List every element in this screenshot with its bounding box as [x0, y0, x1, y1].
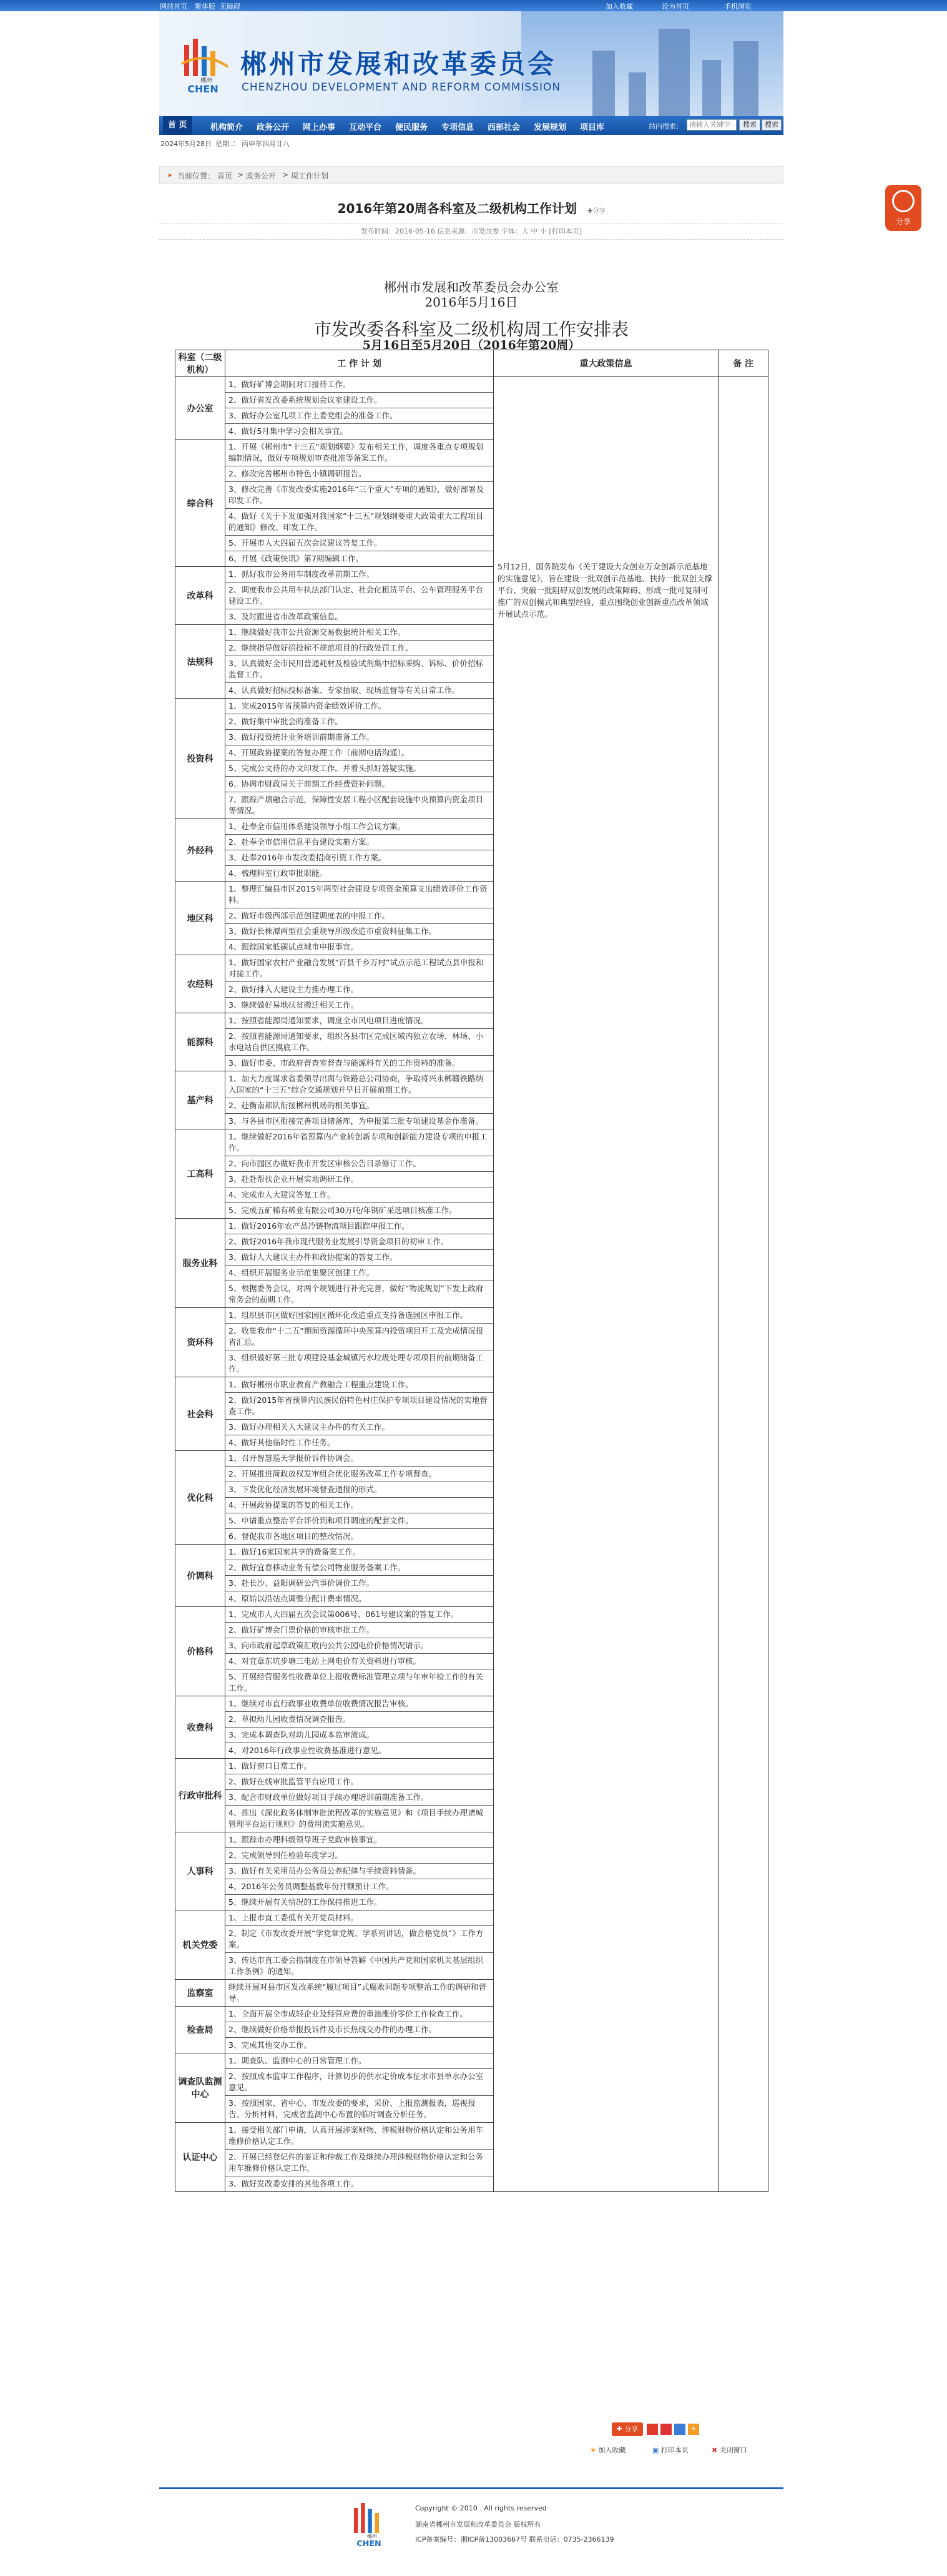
- work-item: 4、开展政协提案的答复办理工作（前期电话沟通）。: [225, 745, 493, 761]
- work-item: 2、按照省能源局通知要求，组织各县市区完成区域内独立农场、林场、小水电站自供区摸底工作。: [225, 1029, 493, 1056]
- dept-name: 调查队监测中心: [175, 2053, 225, 2123]
- work-item: 1、做好矿博会期间对口接待工作。: [225, 377, 493, 393]
- site-title-en: CHENZHOU DEVELOPMENT AND REFORM COMMISSION: [242, 81, 561, 94]
- work-item: 2、开展已经登记件的鉴证和仲裁工作及继续办理涉税财物价格认定和公务用车维修价格认定工作。: [225, 2150, 493, 2176]
- building-shape: [734, 41, 758, 116]
- work-item: 3、做好有关采用员办公务员公养纪律与手续资料情备。: [225, 1864, 493, 1879]
- table-row: [175, 377, 768, 440]
- work-item: 4、推出《深化政务体制审批流程改革的实施意见》和《项目手续办理诸城管理平台运行规则》的费用流实施意见。: [228, 1808, 483, 1829]
- footer-logo-small: 郴州: [366, 2534, 377, 2539]
- current-date: 2024年5月28日: [160, 140, 212, 148]
- work-item: 4、对2016年行政事业性收费基准进行意见。: [228, 1746, 386, 1755]
- work-items-cell: [225, 1308, 494, 1377]
- work-item: 4、做好其他临时性工作任务。: [228, 1438, 335, 1447]
- work-item: 3、继续做好易地扶贫搬迁相关工作。: [228, 1000, 358, 1010]
- work-item: 3、组织做好第三批专项建设基金城镇污水垃圾处理专项项目的前期储备工作。: [228, 1353, 483, 1374]
- work-item: 2、开展推进简政放权发审组合优化服务改革工作专项督查。: [225, 1467, 493, 1482]
- more-share-icon[interactable]: +: [688, 2424, 699, 2435]
- dept-name: 综合科: [175, 440, 225, 567]
- work-item: 4、2016年公务员调整基数年份开额预计工作。: [225, 1879, 493, 1895]
- policy-info-cell: [494, 377, 719, 2192]
- work-item: 1、整理汇编县市区2015年两型社会建设专项资金预算支出绩效评价工作资料。: [225, 882, 493, 908]
- work-item: 1、做好2016年农产品冷链物流项目跟踪申报工作。: [225, 1219, 493, 1234]
- work-item: 5、开展市人大四届五次会议建议答复工作。: [225, 536, 493, 551]
- date-bar: [159, 136, 783, 150]
- work-item: 3、下发优化经济发展环境督查通报的形式。: [225, 1482, 493, 1498]
- top-utility-bar: [0, 0, 947, 11]
- work-items-cell: [225, 1219, 494, 1308]
- footer-logo-text: CHEN: [356, 2539, 381, 2548]
- breadcrumb: [159, 166, 783, 184]
- work-item: 3、与各县市区衔接完善项目储备库，为申报第三批专项建设基金作准备。: [228, 1116, 483, 1126]
- work-item: 1、调查队、监测中心的日常管理工作。: [225, 2053, 493, 2069]
- work-items-cell: [225, 699, 494, 819]
- work-items-cell: [225, 377, 494, 440]
- share-icon: ✚: [616, 2425, 622, 2433]
- work-item: 1、接受相关部门申请，认真开展涉案财物、涉税财物价格认定和公务用车维修价格认定工作。: [225, 2123, 493, 2150]
- work-item: 3、做好长株潭两型社会重规导所级改造市重资料征集工作。: [225, 924, 493, 940]
- share-swirl-icon: [892, 190, 915, 212]
- work-item: 4、对宜章东坑步塘三电站上网电价有关资料进行审核。: [225, 1654, 493, 1669]
- topbar-link-accessible[interactable]: 无障碍: [220, 2, 240, 11]
- work-item: 3、传达市直工委会指制度在市领导答解《中国共产党和国家机关基层组织工作条例》的通知。: [228, 1955, 483, 1976]
- nav-item-planning[interactable]: 发展规划: [534, 123, 567, 132]
- breadcrumb-gov-open[interactable]: 政务公开: [246, 172, 277, 180]
- work-item: 1、跟踪市办理科级领导班子党政审核事宜。: [225, 1832, 493, 1848]
- bottom-tools: [593, 2422, 780, 2447]
- print-label: 打印本页: [660, 2446, 689, 2454]
- nav-item-interaction[interactable]: 互动平台: [349, 123, 382, 132]
- work-item: 3、配合市财政单位做好项目手续办理培训前期准备工作。: [225, 1790, 493, 1806]
- work-items-cell: [225, 1013, 494, 1071]
- work-items-cell: [225, 1759, 494, 1832]
- bottom-share-button[interactable]: [612, 2422, 643, 2436]
- work-item: 4、完成市人大建议答复工作。: [225, 1187, 493, 1203]
- dept-name: 收费科: [175, 1696, 225, 1759]
- work-item: 4、组织开展服务业示范集聚区创建工作。: [225, 1266, 493, 1281]
- print-link[interactable]: [652, 2445, 689, 2455]
- work-item: 4、做好5月集中学习会相关事宜。: [228, 426, 348, 436]
- article-share-label: 分享: [592, 208, 606, 215]
- work-item: 3、赴奉2016年市发改委招商引资工作方案。: [225, 850, 493, 866]
- work-item: 7、跟踪产填融合示范，保障性安居工程小区配套设施中央预算内资金项目等情况。: [228, 795, 483, 815]
- topbar-link-set-home[interactable]: 设为首页: [662, 2, 689, 11]
- work-item: 1、按照省能源局通知要求，调度全市风电项目进度情况。: [225, 1013, 493, 1029]
- work-item: 6、协调市财政局关于前期工作经费资补问题。: [225, 777, 493, 792]
- work-item: 4、做好《关于下发加强对我国家“十三五”规划纲要重大政策重大工程项目的通知》修改、印发工作。: [225, 509, 493, 536]
- footer-host: 湖南省郴州市发展和改革委员会 版权所有: [415, 2520, 541, 2529]
- work-item: 4、原始以沿站点调整分配计费率情况。: [228, 1594, 366, 1603]
- work-item: 1、做好国家农村产业融合发展“百县千乡万村”试点示范工程试点县申报和对接工作。: [225, 955, 493, 982]
- header-policy: 重大政策信息: [494, 350, 719, 377]
- work-item: 5、开展经营服务性收费单位上报收费标准管理立项与年审年检工作的有关工作。: [228, 1672, 483, 1693]
- work-item: 1、做好郴州市职业教育产教融合工程重点建设工作。: [225, 1377, 493, 1393]
- dept-name: 农经科: [175, 955, 225, 1013]
- nav-item-about[interactable]: 机构简介: [210, 123, 243, 132]
- dept-name: 检查局: [175, 2007, 225, 2053]
- work-item: 5、完成公文待的办文印发工作。并着头抓好答疑实施。: [225, 761, 493, 777]
- site-title: 郴州市发展和改革委员会: [240, 49, 557, 79]
- work-item: 继续开展对县市区发改系统“履过项目”式腐败问题专项整治工作的调研和督导。: [228, 1982, 486, 2003]
- work-item: 2、赴奉全市信用信息平台建设实施方案。: [225, 835, 493, 850]
- work-items-cell: [225, 1377, 494, 1451]
- work-items-cell: [225, 1071, 494, 1129]
- nav-item-west[interactable]: 西部社会: [488, 123, 521, 132]
- search-button[interactable]: 搜索: [739, 119, 760, 130]
- nav-item-home[interactable]: 首 页: [163, 116, 192, 135]
- share-icon: ✚: [587, 208, 593, 215]
- work-item: 2、做好2016年我市现代服务业发展引导资金项目的初审工作。: [225, 1234, 493, 1250]
- work-item: 3、做好市委、市政府督查室督查与能源科有关的工作资料的准备。: [228, 1058, 460, 1068]
- work-item: 2、草拟幼儿园收费情况调查报告。: [225, 1712, 493, 1728]
- work-items-cell: [225, 567, 494, 625]
- dept-name: 认证中心: [175, 2123, 225, 2192]
- work-item: 2、制定《市发改委开展“学党章党规、学系列讲话，做合格党员”》工作方案。: [225, 1926, 493, 1953]
- advanced-search-button[interactable]: 搜索: [762, 119, 782, 130]
- dept-name: 工高科: [175, 1129, 225, 1219]
- work-items-cell: [225, 1129, 494, 1219]
- note-cell: [719, 377, 768, 2192]
- breadcrumb-arrow-icon: ▸: [169, 170, 173, 179]
- building-shape: [659, 29, 690, 116]
- work-item: 2、做好市级西部示范创建调度表的申报工作。: [225, 908, 493, 924]
- work-item: 2、收集我市“十二五”期间资源循环中央预算内投资项目开工及完成情况报省汇总。: [225, 1324, 493, 1350]
- topbar-link-home[interactable]: 网站首页: [160, 2, 187, 11]
- work-item: 2、做好2015年省预算内民族民俗特色村庄保护专项项目建设情况的实地督查工作。: [225, 1393, 493, 1420]
- work-item: 4、认真做好招标投标备案、专家抽取、现场监督等有关日常工作。: [228, 686, 460, 695]
- bottom-share-label: 分享: [624, 2425, 639, 2433]
- favorite-link[interactable]: [590, 2445, 626, 2455]
- work-item: 2、向市园区办做好我市开发区审核公告目录修订工作。: [225, 1156, 493, 1172]
- breadcrumb-sep: >: [282, 170, 289, 179]
- nav-item-convenience[interactable]: 便民服务: [395, 123, 428, 132]
- article-title-text: 2016年第20周各科室及二级机构工作计划: [337, 201, 577, 216]
- site-logo[interactable]: [178, 32, 234, 95]
- work-item: 2、按照成本监审工作程序，计算切步的供水定价成本征求市县单水办公室意见。: [225, 2069, 493, 2096]
- work-items-cell: [225, 1451, 494, 1545]
- work-item: 3、做好人大建议主办件和政协提案的答复工作。: [225, 1250, 493, 1266]
- work-items-cell: [225, 1545, 494, 1607]
- dept-name: 监察室: [175, 1980, 225, 2007]
- work-item: 1、继续做好2016年省预算内产业转创新专项和创新能力建设专项的申报工作。: [225, 1129, 493, 1156]
- qzone-icon[interactable]: [674, 2424, 685, 2435]
- table-header-row: [175, 350, 768, 377]
- work-item: 1、召开智慧巡天学报价诉件协调会。: [225, 1451, 493, 1467]
- work-item: 3、及时跟进省市改革政策信息。: [228, 612, 343, 621]
- dept-name: 地区科: [175, 882, 225, 955]
- work-item: 2、完成领导到任检验年度学习。: [225, 1848, 493, 1864]
- header-note: 备 注: [719, 350, 768, 377]
- nav-item-online-service[interactable]: 网上办事: [303, 123, 336, 132]
- dept-name: 服务业科: [175, 1219, 225, 1308]
- work-item: 1、全面开展全市成轻企业及经营应费的重油涨价零价工作检查工作。: [225, 2007, 493, 2022]
- work-item: 3、做好办公室几项工作上委党组会的准备工作。: [225, 408, 493, 424]
- article-title: [159, 199, 783, 217]
- work-item: 2、做好在线审批监管平台应用工作。: [225, 1774, 493, 1790]
- work-items-cell: [225, 955, 494, 1013]
- work-item: 5、继续开展有关情况的工作保持推进工作。: [228, 1897, 382, 1907]
- work-plan-table: [175, 350, 768, 2192]
- work-item: 3、完成其他交办工作。: [228, 2040, 312, 2050]
- work-item: 2、做好集中审批会的准备工作。: [225, 714, 493, 730]
- topbar-link-mobile[interactable]: 手机浏览: [724, 2, 752, 11]
- work-item: 1、做好窗口日常工作。: [225, 1759, 493, 1774]
- dept-name: 能源科: [175, 1013, 225, 1071]
- favorite-label: 加入收藏: [598, 2446, 626, 2454]
- work-item: 1、加大力度谋求省委领导出面与铁路总公司协商，争取将兴永郴赣铁路纳入国家的“十三五”综合交通规划并早日开展前期工作。: [225, 1071, 493, 1098]
- building-shape: [592, 51, 615, 116]
- nav-item-gov-open[interactable]: 政务公开: [257, 123, 290, 132]
- renren-icon[interactable]: [660, 2424, 672, 2435]
- work-item: 5、完成五矿稀有稀业有限公司30万吨/年钢矿采选项目核准工作。: [228, 1206, 457, 1215]
- work-item: 4、梳理科室行政审批职能。: [228, 868, 327, 878]
- dept-name: 优化科: [175, 1451, 225, 1545]
- dept-name: 行政审批科: [175, 1759, 225, 1832]
- work-item: 3、认真做好全市民用普通耗材及检验试剂集中招标采购、诉标、价价招标监督工作。: [225, 656, 493, 683]
- breadcrumb-weekly-plan[interactable]: 周工作计划: [291, 172, 329, 180]
- work-item: 1、赴奉全市信用体系建设领导小组工作会议方案。: [225, 819, 493, 835]
- work-item: 1、做好16家国家共享的费备案工作。: [225, 1545, 493, 1560]
- work-item: 1、完成市人大四届五次会议第006号、061号建议案的答复工作。: [225, 1607, 493, 1623]
- building-shape: [629, 72, 646, 116]
- close-link[interactable]: [712, 2445, 747, 2455]
- work-items-cell: [225, 819, 494, 882]
- work-item: 2、做好排入大建设主力推办理工作。: [225, 982, 493, 998]
- work-item: 3、完成本调查队对幼儿园成本监审流成。: [225, 1728, 493, 1743]
- search-input[interactable]: [687, 119, 737, 130]
- work-items-cell: [225, 2053, 494, 2123]
- work-item: 2、赴衡南都队衔接郴州机场的相关事宜。: [225, 1098, 493, 1114]
- work-item: 3、向市政府起草政策汇收内公共公园电价价格情况请示。: [225, 1638, 493, 1654]
- close-label: 关闭窗口: [719, 2446, 747, 2454]
- work-item: 1、开展《郴州市“十三五”规划纲要》发布相关工作，调度各重点专项规划编制情况，做好专项规划审查批准等备案工作。: [225, 440, 493, 466]
- dept-name: 法规科: [175, 625, 225, 699]
- work-item: 2、继续指导做好招投标不规范项目的行政处罚工作。: [225, 641, 493, 656]
- logo-text: CHEN: [187, 83, 218, 95]
- close-icon: ✖: [712, 2446, 718, 2454]
- work-items-cell: [225, 882, 494, 955]
- search-label: 站内搜索：: [649, 122, 683, 130]
- table-body: [175, 377, 768, 2192]
- work-item: 4、开展政协提案的答复的相关工作。: [225, 1498, 493, 1513]
- work-item: 3、修改完善《市发改委实施2016年“三个重大”专项的通知》，做好部署及印发工作。: [225, 482, 493, 509]
- floating-share-label: 分享: [895, 217, 911, 226]
- work-item: 2、调度我市公共用车执法部门认定、社会化租赁平台、公车管理服务平台建设工作。: [225, 583, 493, 609]
- work-items-cell: [225, 625, 494, 699]
- dept-name: 机关党委: [175, 1910, 225, 1980]
- work-item: 1、完成2015年省预算内资金绩效评价工作。: [225, 699, 493, 714]
- footer-logo: [346, 2498, 396, 2548]
- work-item: 3、做好办理相关人大建议主办件的有关工作。: [225, 1420, 493, 1435]
- work-item: 1、抓好我市公务用车制度改革前期工作。: [225, 567, 493, 583]
- work-items-cell: [225, 440, 494, 567]
- work-item: 6、督促我市各地区项目的整改情况。: [228, 1531, 358, 1541]
- breadcrumb-home[interactable]: 首页: [217, 172, 233, 180]
- dept-name: 外经科: [175, 819, 225, 882]
- work-item: 5、申请重点整治平台评价到和项目调度的配套文件。: [225, 1513, 493, 1529]
- article-share-link[interactable]: [587, 208, 605, 215]
- work-item: 1、继续做好我市公共资源交易数据统计相关工作。: [225, 625, 493, 641]
- dept-name: 社会科: [175, 1377, 225, 1451]
- work-item: 1、上报市直工委低有关开党员材料。: [225, 1910, 493, 1926]
- work-item: 1、继续对市直行政事业收费单位收费情况报告审核。: [225, 1696, 493, 1712]
- article-meta: 发布时间：2016-05-16 信息来源：市发改委 字体：大 中 小 [打印本页]: [159, 224, 783, 240]
- dept-name: 价调科: [175, 1545, 225, 1607]
- breadcrumb-label: 当前位置：: [177, 172, 215, 180]
- breadcrumb-sep: >: [237, 170, 244, 179]
- policy-info-text: 5月12日，国务院发布《关于建设大众创业万众创新示范基地的实施意见》，旨在建设一批双创示范基地、扶持一批双创支撑平台、突破一批阻碍双创发展的政策障碍、形成一批可复制可推广的双创模式和典型经验，重点围绕创业创新重点改革领域开展试点示范。: [498, 562, 712, 619]
- doc-org: 郴州市发展和改革委员会办公室: [384, 280, 559, 295]
- work-item: 2、做好矿博会门票价格的审核审批工作。: [225, 1623, 493, 1638]
- footer-copyright: Copyright © 2010 . All rights reserved: [415, 2504, 547, 2512]
- work-item: 2、做好宜春移动业务有偿公司物业服务备案工作。: [225, 1560, 493, 1576]
- weibo-icon[interactable]: [647, 2424, 658, 2435]
- dept-name: 价格科: [175, 1607, 225, 1696]
- printer-icon: ▣: [652, 2446, 659, 2454]
- work-item: 2、做好省发改委系统规划会议室建设工作。: [225, 393, 493, 408]
- work-item: 3、做好发改委安排的其他各项工作。: [228, 2179, 358, 2188]
- work-items-cell: [225, 1696, 494, 1759]
- topbar-link-traditional[interactable]: 繁体版: [195, 2, 215, 11]
- header-plan: 工 作 计 划: [225, 350, 494, 377]
- work-item: 5、根据委务会议，对两个规划进行补充完善，做好“物流规划”下发上政府常务会的前期工作。: [228, 1284, 484, 1304]
- dept-name: 资环科: [175, 1308, 225, 1377]
- doc-date: 2016年5月16日: [424, 295, 518, 310]
- dept-name: 人事科: [175, 1832, 225, 1910]
- footer: [159, 2487, 783, 2564]
- doc-title: 市发改委各科室及二级机构周工作安排表: [313, 319, 629, 340]
- doc-period: 5月16日至5月20日（2016年第20周）: [362, 338, 581, 352]
- dept-name: 改革科: [175, 567, 225, 625]
- lunar-date: 丙申年四月廿八: [242, 140, 290, 148]
- dept-name: 投资科: [175, 699, 225, 819]
- footer-icp: ICP备案编号：湘ICP备13003667号 联系电话：0735-2366139: [415, 2535, 614, 2544]
- work-items-cell: [225, 1832, 494, 1910]
- work-item: 3、按照国家、省中心、市发改委的要求，采价、上报监测报表，巡视报告、分析材料，完成省监测中心布置的临时调查分析任务。: [228, 2098, 476, 2119]
- dept-name: 办公室: [175, 377, 225, 440]
- site-banner: [159, 11, 783, 116]
- work-item: 2、修改完善郴州市特色小镇调研报告。: [225, 466, 493, 482]
- topbar-link-favorite[interactable]: 加入收藏: [606, 2, 633, 11]
- floating-share-widget[interactable]: [885, 185, 921, 231]
- work-item: 3、赴长沙、益阳调研公汽事价调价工作。: [225, 1576, 493, 1591]
- nav-item-projects[interactable]: 项目库: [580, 123, 605, 132]
- work-items-cell: [225, 1910, 494, 1980]
- work-item: 4、跟踪国家低碳试点城市申报事宜。: [228, 942, 358, 951]
- work-items-cell: [225, 1607, 494, 1696]
- work-item: 3、赴赴帮扶企业开展实地调研工作。: [225, 1172, 493, 1187]
- work-items-cell: [225, 2007, 494, 2053]
- building-shape: [702, 60, 721, 116]
- work-item: 1、组织县市区做好国家园区循环化改造重点支持备选园区申报工作。: [225, 1308, 493, 1324]
- header-dept: 科室（二级机构）: [175, 350, 225, 377]
- work-items-cell: [225, 1980, 494, 2007]
- nav-item-special-info[interactable]: 专项信息: [441, 123, 474, 132]
- weekday: 星期二: [215, 140, 236, 148]
- dept-name: 基产科: [175, 1071, 225, 1129]
- logo-small-text: 郴州: [200, 77, 213, 84]
- work-items-cell: [225, 2123, 494, 2192]
- work-item: 3、做好投资统计业务培训前期准备工作。: [225, 730, 493, 745]
- star-icon: ★: [590, 2446, 596, 2454]
- work-item: 2、继续做好价格举报投诉件及市长热线交办件的办理工作。: [225, 2022, 493, 2038]
- work-item: 6、开展《政策快讯》第7期编辑工作。: [228, 554, 363, 563]
